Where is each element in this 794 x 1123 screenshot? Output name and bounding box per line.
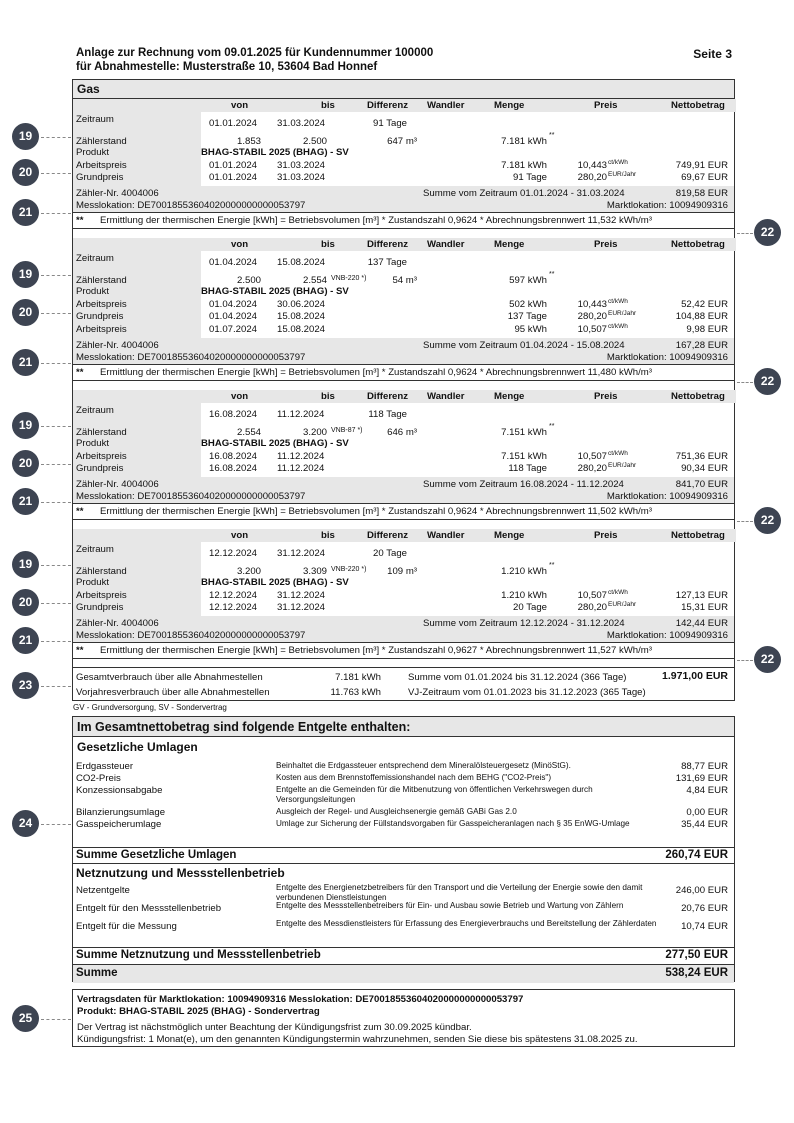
- zaehler-nr: Zähler-Nr. 4004006: [76, 339, 159, 351]
- fee-description: Entgelte des Energienetzbetreibers für den Transport und die Verteilung der Energie sowie den damit verbundenen Dienstleistungen: [276, 883, 643, 902]
- price-row-unit: EUR/Jahr: [608, 310, 637, 317]
- price-row-netto: 15,31 EUR: [681, 602, 728, 613]
- zeitraum-bis: 31.12.2024: [277, 548, 326, 559]
- fee-label: Entgelt für die Messung: [76, 921, 177, 932]
- price-row-preis: 280,20: [577, 172, 607, 183]
- fee-description: Entgelte des Messstellenbetreibers für Ein- und Ausbau sowie Betrieb und Wartung von Zählern: [276, 901, 624, 910]
- total-label: Gesamtverbrauch über alle Abnahmestellen: [76, 672, 263, 683]
- prev-year-value: 11.763 kWh: [330, 687, 381, 698]
- fee-description: Ausgleich der Regel- und Ausgleichsenergie gemäß GABi Gas 2.0: [276, 807, 517, 816]
- divider: [73, 947, 734, 948]
- period-sum-value: 841,70 EUR: [675, 479, 728, 490]
- marker-leader: [41, 313, 71, 314]
- price-row-netto: 52,42 EUR: [681, 298, 728, 310]
- price-row-von: 16.08.2024: [209, 463, 258, 474]
- gas-title: Gas: [73, 80, 734, 99]
- zaehlerstand-differenz: 54 m³: [392, 275, 417, 286]
- fee-value: 131,69 EUR: [675, 773, 728, 784]
- marktlokation: Marktlokation: 10094909316: [606, 630, 728, 641]
- marker-leader: [41, 275, 71, 276]
- marker-leader: [41, 641, 71, 642]
- price-row-preis: 280,20: [577, 311, 607, 322]
- marker-25: 25: [12, 1005, 39, 1032]
- column-header-band: [201, 238, 736, 251]
- zaehlerstand-menge: 7.151 kWh: [501, 427, 547, 438]
- price-row-preis: 10,507: [577, 323, 607, 335]
- price-row-menge: 91 Tage: [513, 172, 547, 183]
- vnb-label: VNB-87 *): [331, 427, 363, 434]
- produkt-label: Produkt: [76, 286, 110, 297]
- price-row-preis: 10,507: [577, 450, 607, 462]
- period-sum-label: Summe vom Zeitraum 01.04.2024 - 15.08.2024: [423, 339, 625, 351]
- zaehlerstand-differenz: 647 m³: [387, 136, 417, 147]
- summary-band: [73, 338, 734, 364]
- netz-sum-label: Summe Netznutzung und Messstellenbetrieb: [76, 949, 321, 961]
- price-row-bis: 11.12.2024: [277, 450, 325, 462]
- marker-leader: [737, 233, 753, 234]
- contract-line-3: Der Vertrag ist nächstmöglich unter Beachtung der Kündigungsfrist zum 30.09.2025 kündbar.: [77, 1022, 472, 1033]
- footnote: GV - Grundversorgung, SV - Sondervertrag: [73, 703, 227, 712]
- marktlokation: Marktlokation: 10094909316: [606, 351, 728, 363]
- marker-21: 21: [12, 199, 39, 226]
- zaehlerstand-bis: 2.554: [302, 275, 327, 286]
- netz-title: Netznutzung und Messstellenbetrieb: [76, 866, 285, 880]
- zeitraum-label: Zeitraum: [76, 114, 114, 125]
- vnb-label: VNB-220 *): [331, 566, 367, 573]
- column-differenz: Differenz: [367, 100, 409, 111]
- marker-20: 20: [12, 159, 39, 186]
- price-row-unit: EUR/Jahr: [608, 171, 637, 178]
- total-period: Summe vom 01.01.2024 bis 31.12.2024 (366 Tage): [408, 672, 627, 683]
- fee-label: CO2-Preis: [76, 773, 121, 784]
- price-row-unit: ct/kWh: [608, 158, 628, 166]
- footnote-marker: **: [549, 271, 555, 278]
- prev-year-label: Vorjahresverbrauch über alle Abnahmestellen: [76, 687, 270, 698]
- umlagen-title: Gesetzliche Umlagen: [77, 740, 198, 754]
- netz-sum-value: 277,50 EUR: [665, 949, 728, 961]
- column-menge: Menge: [494, 239, 525, 250]
- grand-sum-label: Summe: [76, 967, 118, 979]
- column-nettobetrag: Nettobetrag: [671, 391, 725, 402]
- column-preis: Preis: [594, 391, 618, 402]
- period-sum-label: Summe vom Zeitraum 16.08.2024 - 11.12.2024: [423, 479, 624, 490]
- fee-value: 10,74 EUR: [681, 921, 728, 932]
- marker-leader: [41, 686, 71, 687]
- zaehlerstand-menge: 1.210 kWh: [501, 566, 547, 577]
- footnote-marker: **: [549, 423, 555, 430]
- zaehlerstand-label: Zählerstand: [76, 566, 127, 577]
- fees-title: Im Gesamtnettobetrag sind folgende Entgelte enthalten:: [73, 717, 734, 737]
- zeitraum-bis: 11.12.2024: [277, 409, 325, 420]
- price-row-netto: 9,98 EUR: [686, 323, 728, 335]
- price-row-unit: ct/kWh: [608, 449, 628, 457]
- price-row-unit: ct/kWh: [608, 322, 628, 330]
- marker-19: 19: [12, 261, 39, 288]
- zaehlerstand-differenz: 646 m³: [387, 427, 417, 438]
- price-row-bis: 30.06.2024: [277, 298, 326, 310]
- zeitraum-differenz: 118 Tage: [368, 409, 407, 420]
- zeitraum-bis: 31.03.2024: [277, 118, 326, 129]
- fee-label: Bilanzierungsumlage: [76, 807, 166, 818]
- price-row-von: 01.01.2024: [209, 172, 258, 183]
- marker-21: 21: [12, 349, 39, 376]
- calculation-note: [73, 364, 734, 381]
- messlokation: Messlokation: DE70018553604020000000000053797: [76, 351, 306, 363]
- marker-19: 19: [12, 412, 39, 439]
- prev-year-period: VJ-Zeitraum vom 01.01.2023 bis 31.12.2023 (365 Tage): [408, 687, 646, 698]
- price-row-von: 01.07.2024: [209, 323, 258, 335]
- column-preis: Preis: [594, 100, 618, 111]
- price-row-menge: 7.151 kWh: [501, 450, 547, 462]
- price-row-von: 01.04.2024: [209, 298, 258, 310]
- period-sum-value: 819,58 EUR: [675, 188, 728, 199]
- price-row-netto: 127,13 EUR: [675, 589, 728, 601]
- grand-sum-value: 538,24 EUR: [665, 967, 728, 979]
- header-line-2: für Abnahmestelle: Musterstraße 10, 53604 Bad Honnef: [76, 61, 378, 73]
- note-marker: **: [76, 215, 84, 226]
- column-bis: bis: [321, 100, 335, 111]
- column-von: von: [231, 100, 249, 111]
- zeitraum-differenz: 137 Tage: [367, 257, 407, 268]
- price-row-preis: 10,443: [577, 298, 607, 310]
- total-value: 7.181 kWh: [335, 672, 381, 683]
- column-von: von: [231, 391, 249, 402]
- price-row-bis: 31.12.2024: [277, 602, 326, 613]
- price-row-label: Grundpreis: [76, 172, 124, 183]
- column-wandler: Wandler: [427, 391, 465, 402]
- price-row-label: Arbeitspreis: [76, 589, 127, 601]
- fee-label: Netzentgelte: [76, 885, 130, 896]
- zeitraum-bis: 15.08.2024: [277, 257, 326, 268]
- umlagen-sum-value: 260,74 EUR: [665, 849, 728, 861]
- zaehlerstand-menge: 597 kWh: [509, 275, 547, 286]
- produkt-label: Produkt: [76, 577, 110, 588]
- price-row-menge: 7.181 kWh: [501, 159, 547, 171]
- produkt-label: Produkt: [76, 147, 110, 158]
- fee-value: 0,00 EUR: [686, 807, 728, 818]
- summary-band: [73, 477, 734, 503]
- fee-value: 35,44 EUR: [681, 819, 728, 830]
- marker-22: 22: [754, 646, 781, 673]
- price-row-menge: 20 Tage: [513, 602, 547, 613]
- fee-label: Gasspeicherumlage: [76, 819, 162, 830]
- price-row-menge: 118 Tage: [508, 463, 547, 474]
- contract-line-2: Produkt: BHAG-STABIL 2025 (BHAG) - Sondervertrag: [77, 1006, 320, 1017]
- fee-description: Beinhaltet die Erdgassteuer entsprechend dem Mineralölsteuergesetz (MinöStG).: [276, 761, 571, 770]
- note-text: Ermittlung der thermischen Energie [kWh] = Betriebsvolumen [m³] * Zustandszahl 0,9624 * Abrechnungsbrennwert 11,502 kWh/m³: [100, 506, 652, 517]
- column-nettobetrag: Nettobetrag: [671, 530, 725, 541]
- fee-description: Kosten aus dem Brennstoffemissionshandel nach dem BEHG ("CO2-Preis"): [276, 773, 552, 782]
- price-row-unit: EUR/Jahr: [608, 462, 637, 469]
- column-differenz: Differenz: [367, 239, 409, 250]
- price-row-label: Grundpreis: [76, 463, 124, 474]
- price-row-menge: 137 Tage: [507, 311, 547, 322]
- marker-19: 19: [12, 123, 39, 150]
- price-row-netto: 751,36 EUR: [675, 450, 728, 462]
- zeitraum-von: 01.04.2024: [209, 257, 258, 268]
- marker-leader: [41, 137, 71, 138]
- price-row-bis: 31.03.2024: [277, 172, 326, 183]
- column-nettobetrag: Nettobetrag: [671, 239, 725, 250]
- marktlokation: Marktlokation: 10094909316: [606, 491, 728, 502]
- footnote-marker: **: [549, 562, 555, 569]
- column-header-band: [201, 390, 736, 403]
- zaehlerstand-label: Zählerstand: [76, 275, 127, 286]
- note-marker: **: [76, 366, 84, 378]
- column-von: von: [231, 239, 249, 250]
- zaehlerstand-von: 3.200: [236, 566, 261, 577]
- price-row-von: 16.08.2024: [209, 450, 258, 462]
- price-row-von: 01.04.2024: [209, 311, 258, 322]
- price-row-unit: ct/kWh: [608, 588, 628, 596]
- price-row-label: Arbeitspreis: [76, 450, 127, 462]
- price-row-preis: 10,443: [577, 159, 607, 171]
- marker-leader: [41, 502, 71, 503]
- produkt-name: BHAG-STABIL 2025 (BHAG) - SV: [201, 147, 349, 158]
- zaehlerstand-bis: 2.500: [302, 136, 327, 147]
- total-consumption-box: [72, 667, 735, 701]
- marker-20: 20: [12, 299, 39, 326]
- price-row-netto: 69,67 EUR: [681, 172, 728, 183]
- column-bis: bis: [321, 239, 335, 250]
- zaehler-nr: Zähler-Nr. 4004006: [76, 188, 159, 199]
- marker-24: 24: [12, 810, 39, 837]
- column-wandler: Wandler: [427, 530, 465, 541]
- price-row-netto: 749,91 EUR: [675, 159, 728, 171]
- marker-20: 20: [12, 589, 39, 616]
- fee-label: Entgelt für den Messstellenbetrieb: [76, 903, 222, 914]
- zeitraum-differenz: 20 Tage: [373, 548, 407, 559]
- marker-leader: [41, 426, 71, 427]
- fee-description: Umlage zur Sicherung der Füllstandsvorgaben für Gasspeicheranlagen nach § 35 EnWG-Umlage: [276, 819, 630, 828]
- summary-band: [73, 616, 734, 642]
- column-bis: bis: [321, 530, 335, 541]
- note-marker: **: [76, 645, 84, 656]
- zaehler-nr: Zähler-Nr. 4004006: [76, 618, 159, 629]
- zaehlerstand-label: Zählerstand: [76, 427, 127, 438]
- price-row-preis: 280,20: [577, 463, 607, 474]
- marker-23: 23: [12, 672, 39, 699]
- zeitraum-von: 01.01.2024: [209, 118, 258, 129]
- produkt-name: BHAG-STABIL 2025 (BHAG) - SV: [201, 438, 349, 449]
- column-preis: Preis: [594, 239, 618, 250]
- zaehlerstand-von: 2.554: [236, 427, 261, 438]
- produkt-label: Produkt: [76, 438, 110, 449]
- contract-box: [72, 989, 735, 1047]
- price-row-netto: 90,34 EUR: [681, 463, 728, 474]
- marker-22: 22: [754, 507, 781, 534]
- column-menge: Menge: [494, 391, 525, 402]
- period-sum-value: 167,28 EUR: [675, 339, 728, 351]
- vnb-label: VNB-220 *): [331, 275, 367, 282]
- contract-line-1: Vertragsdaten für Marktlokation: 10094909316 Messlokation: DE70018553604020000000000053797: [77, 994, 524, 1005]
- produkt-name: BHAG-STABIL 2025 (BHAG) - SV: [201, 577, 349, 588]
- column-von: von: [231, 530, 249, 541]
- price-row-von: 12.12.2024: [209, 602, 258, 613]
- zaehlerstand-von: 1.853: [236, 136, 261, 147]
- price-row-preis: 280,20: [577, 602, 607, 613]
- fee-value: 4,84 EUR: [686, 785, 728, 796]
- marker-leader: [41, 1019, 71, 1020]
- zaehlerstand-von: 2.500: [236, 275, 261, 286]
- zeitraum-label: Zeitraum: [76, 253, 114, 264]
- marktlokation: Marktlokation: 10094909316: [606, 200, 728, 211]
- zeitraum-label: Zeitraum: [76, 544, 114, 555]
- price-row-netto: 104,88 EUR: [675, 311, 728, 322]
- price-row-menge: 1.210 kWh: [501, 589, 547, 601]
- messlokation: Messlokation: DE70018553604020000000000053797: [76, 491, 306, 502]
- marker-leader: [41, 213, 71, 214]
- column-header-band: [201, 99, 736, 112]
- fee-description: Entgelte des Messdienstleisters für Erfassung des Energieverbrauchs und Bereitstellung der Zählerdaten: [276, 919, 657, 928]
- zaehlerstand-bis: 3.309: [302, 566, 327, 577]
- umlagen-sum-label: Summe Gesetzliche Umlagen: [76, 849, 237, 861]
- column-header-band: [201, 529, 736, 542]
- marker-leader: [737, 382, 753, 383]
- divider: [73, 863, 734, 864]
- column-preis: Preis: [594, 530, 618, 541]
- calculation-note: [73, 642, 734, 659]
- summary-band: [73, 186, 734, 212]
- price-row-label: Arbeitspreis: [76, 323, 127, 335]
- gas-section: [72, 79, 735, 701]
- price-row-von: 12.12.2024: [209, 589, 258, 601]
- fee-value: 20,76 EUR: [681, 903, 728, 914]
- price-row-preis: 10,507: [577, 589, 607, 601]
- total-amount: 1.971,00 EUR: [662, 670, 728, 682]
- marker-leader: [737, 521, 753, 522]
- price-row-unit: ct/kWh: [608, 297, 628, 305]
- column-menge: Menge: [494, 100, 525, 111]
- marker-19: 19: [12, 551, 39, 578]
- zaehlerstand-bis: 3.200: [302, 427, 327, 438]
- column-wandler: Wandler: [427, 100, 465, 111]
- price-row-bis: 11.12.2024: [277, 463, 325, 474]
- note-marker: **: [76, 506, 84, 517]
- zeitraum-differenz: 91 Tage: [373, 118, 407, 129]
- fee-value: 88,77 EUR: [681, 761, 728, 772]
- zaehlerstand-differenz: 109 m³: [387, 566, 417, 577]
- calculation-note: [73, 503, 734, 520]
- column-wandler: Wandler: [427, 239, 465, 250]
- marker-leader: [41, 824, 71, 825]
- fee-value: 246,00 EUR: [675, 885, 728, 896]
- price-row-label: Grundpreis: [76, 602, 124, 613]
- price-row-label: Arbeitspreis: [76, 159, 127, 171]
- marker-leader: [41, 603, 71, 604]
- marker-leader: [41, 363, 71, 364]
- marker-22: 22: [754, 219, 781, 246]
- price-row-label: Grundpreis: [76, 311, 124, 322]
- divider: [73, 847, 734, 848]
- period-sum-label: Summe vom Zeitraum 12.12.2024 - 31.12.2024: [423, 618, 625, 629]
- note-text: Ermittlung der thermischen Energie [kWh] = Betriebsvolumen [m³] * Zustandszahl 0,9624 * Abrechnungsbrennwert 11,532 kWh/m³: [100, 215, 652, 226]
- period-sum-value: 142,44 EUR: [675, 618, 728, 629]
- produkt-name: BHAG-STABIL 2025 (BHAG) - SV: [201, 286, 349, 297]
- calculation-note: [73, 212, 734, 229]
- period-sum-label: Summe vom Zeitraum 01.01.2024 - 31.03.2024: [423, 188, 625, 199]
- marker-21: 21: [12, 627, 39, 654]
- price-row-menge: 95 kWh: [514, 323, 547, 335]
- price-row-label: Arbeitspreis: [76, 298, 127, 310]
- zaehlerstand-label: Zählerstand: [76, 136, 127, 147]
- fee-label: Konzessionsabgabe: [76, 785, 163, 796]
- price-row-bis: 15.08.2024: [277, 311, 326, 322]
- contract-line-4: Kündigungsfrist: 1 Monat(e), um den genannten Kündigungstermin wahrzunehmen, senden Sie diese bis spätestens 31.08.2025 zu.: [77, 1034, 638, 1045]
- column-nettobetrag: Nettobetrag: [671, 100, 725, 111]
- price-row-unit: EUR/Jahr: [608, 601, 637, 608]
- price-row-menge: 502 kWh: [509, 298, 547, 310]
- note-text: Ermittlung der thermischen Energie [kWh] = Betriebsvolumen [m³] * Zustandszahl 0,9624 * Abrechnungsbrennwert 11,480 kWh/m³: [100, 366, 652, 378]
- messlokation: Messlokation: DE70018553604020000000000053797: [76, 200, 306, 211]
- fees-section: [72, 716, 735, 982]
- price-row-von: 01.01.2024: [209, 159, 258, 171]
- marker-leader: [737, 660, 753, 661]
- header-line-1: Anlage zur Rechnung vom 09.01.2025 für Kundennummer 100000: [76, 47, 434, 59]
- price-row-bis: 15.08.2024: [277, 323, 326, 335]
- page-number: Seite 3: [693, 47, 732, 61]
- zeitraum-von: 16.08.2024: [209, 409, 258, 420]
- invoice-header: [76, 46, 433, 74]
- marker-20: 20: [12, 450, 39, 477]
- marker-22: 22: [754, 368, 781, 395]
- note-text: Ermittlung der thermischen Energie [kWh] = Betriebsvolumen [m³] * Zustandszahl 0,9627 * Abrechnungsbrennwert 11,527 kWh/m³: [100, 645, 652, 656]
- fee-label: Erdgassteuer: [76, 761, 134, 772]
- price-row-bis: 31.12.2024: [277, 589, 326, 601]
- zeitraum-von: 12.12.2024: [209, 548, 258, 559]
- zaehler-nr: Zähler-Nr. 4004006: [76, 479, 159, 490]
- fee-description: Entgelte an die Gemeinden für die Mitbenutzung von öffentlichen Verkehrswegen durch Versorgungsleitungen: [276, 785, 593, 804]
- marker-21: 21: [12, 488, 39, 515]
- zaehlerstand-menge: 7.181 kWh: [501, 136, 547, 147]
- messlokation: Messlokation: DE70018553604020000000000053797: [76, 630, 306, 641]
- zeitraum-label: Zeitraum: [76, 405, 114, 416]
- price-row-bis: 31.03.2024: [277, 159, 326, 171]
- footnote-marker: **: [549, 132, 555, 139]
- marker-leader: [41, 565, 71, 566]
- column-menge: Menge: [494, 530, 525, 541]
- marker-leader: [41, 464, 71, 465]
- column-differenz: Differenz: [367, 391, 409, 402]
- marker-leader: [41, 173, 71, 174]
- column-differenz: Differenz: [367, 530, 409, 541]
- column-bis: bis: [321, 391, 335, 402]
